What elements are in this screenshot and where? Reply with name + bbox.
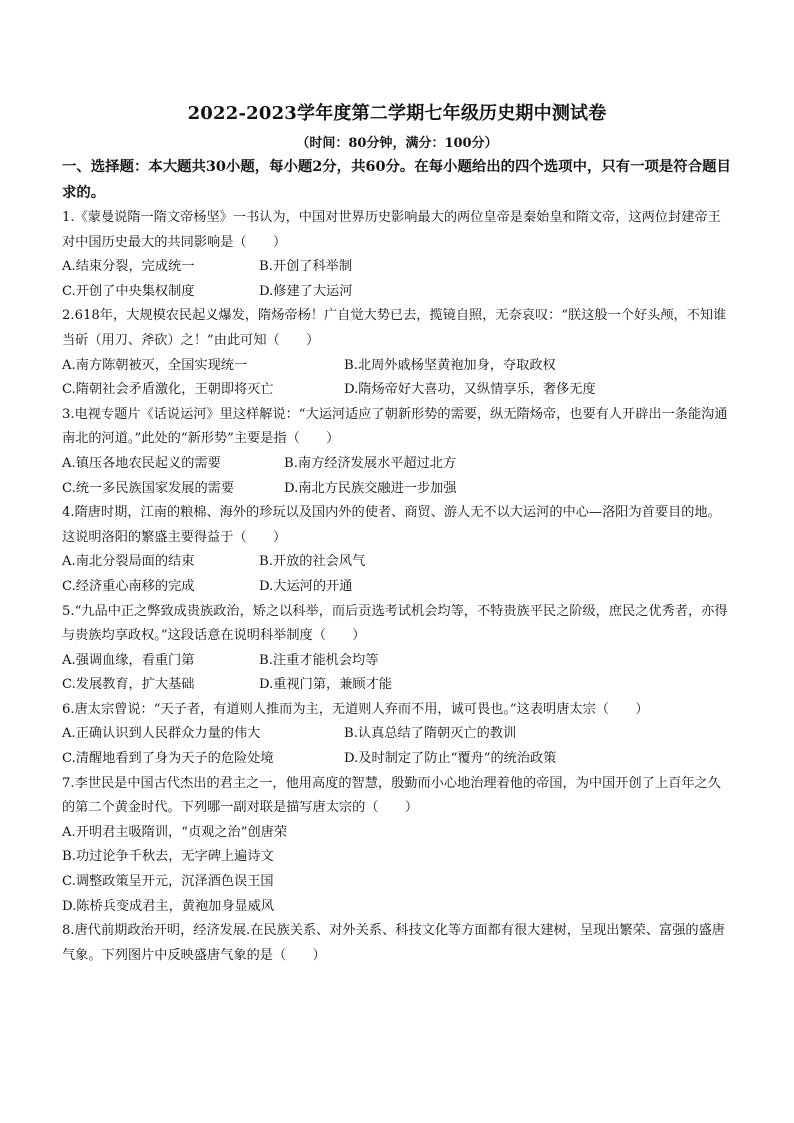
question-stem: 3.电视专题片《话说运河》里这样解说：“大运河适应了朝新形势的需要，纵无隋炀帝，也要有人开辟出一条能沟通南北的河道。”此处的“新形势”主要是指（ ） bbox=[62, 406, 728, 447]
options-row bbox=[62, 477, 732, 502]
option-b: B.认真总结了隋朝灭亡的教训 bbox=[344, 726, 517, 742]
options-row bbox=[62, 722, 732, 747]
question-stem: 1.《蒙曼说隋一隋文帝杨坚》一书认为，中国对世界历史影响最大的两位皇帝是秦始皇和隋文帝，这两位封建帝王对中国历史最大的共同影响是（ ） bbox=[62, 210, 721, 250]
options-row bbox=[62, 747, 732, 772]
question-8 bbox=[62, 919, 732, 968]
section-heading: 一、选择题：本大题共30小题，每小题2分，共60分。在每小题给出的四个选项中，只有一项是符合题目求的。 bbox=[62, 158, 731, 201]
option-a: A.正确认识到人民群众力量的伟大 bbox=[62, 726, 261, 742]
option-a: A.开明君主吸隋训，“贞观之治”创唐荣 bbox=[62, 824, 288, 840]
exam-title: 2022-2023学年度第二学期七年级历史期中测试卷 bbox=[187, 103, 607, 124]
option-c: C.隋朝社会矛盾激化，王朝即将灭亡 bbox=[62, 382, 274, 398]
option-d: D.陈桥兵变成君主，黄袍加身显威风 bbox=[62, 898, 275, 914]
option-c: C.清醒地看到了身为天子的危险处境 bbox=[62, 751, 274, 767]
option-c: C.调整政策呈开元，沉泽酒色误王国 bbox=[62, 874, 274, 890]
options-row bbox=[62, 649, 732, 674]
question-4 bbox=[62, 501, 732, 599]
options-row bbox=[62, 575, 732, 600]
option-d: D.重视门第，兼顾才能 bbox=[259, 677, 392, 693]
option-d: D.及时制定了防止“覆舟”的统治政策 bbox=[344, 751, 557, 767]
option-c: C.发展教育，扩大基础 bbox=[62, 677, 195, 693]
option-a: A.强调血缘，看重门第 bbox=[62, 652, 195, 668]
question-stem: 5.“九品中正之弊致成贵族政治，矫之以科举，而后贡选考试机会均等，不特贵族平民之阶级，庶民之优秀者，亦得与贵族均享政权。”这段话意在说明科举制度（ ） bbox=[62, 603, 728, 644]
question-6 bbox=[62, 698, 732, 772]
option-b: B.注重才能机会均等 bbox=[259, 652, 379, 668]
options-row bbox=[62, 280, 732, 305]
option-b: B.北周外戚杨坚黄袍加身，夺取政权 bbox=[344, 357, 556, 373]
option-a: A.结束分裂，完成统一 bbox=[62, 259, 195, 275]
exam-subtitle: （时间：80分钟，满分：100分） bbox=[296, 136, 498, 151]
option-d: D.南北方民族交融进一步加强 bbox=[284, 480, 457, 496]
options-row bbox=[62, 255, 732, 280]
question-3 bbox=[62, 403, 732, 501]
option-d: D.大运河的开通 bbox=[259, 578, 353, 594]
option-a: A.镇压各地农民起义的需要 bbox=[62, 455, 221, 471]
option-b: B.开放的社会风气 bbox=[259, 554, 366, 570]
option-d: D.隋炀帝好大喜功，又纵情享乐，奢侈无度 bbox=[344, 382, 596, 398]
question-stem: 4.隋唐时期，江南的粮棉、海外的珍玩以及国内外的使者、商贸、游人无不以大运河的中心—洛阳为首要目的地。这说明洛阳的繁盛主要得益于（ ） bbox=[62, 505, 721, 545]
option-b: B.南方经济发展水平超过北方 bbox=[284, 455, 457, 471]
options-row bbox=[62, 673, 732, 698]
exam-content bbox=[62, 154, 732, 968]
question-2 bbox=[62, 304, 732, 402]
question-stem: 6.唐太宗曾说：“天子者，有道则人推而为主，无道则人弃而不用，诚可畏也。”这表明唐太宗（ ） bbox=[62, 701, 649, 717]
options-row bbox=[62, 550, 732, 575]
option-d: D.修建了大运河 bbox=[259, 283, 353, 299]
question-stem: 2.618年，大规模农民起义爆发，隋炀帝杨！广自觉大势已去，揽镜自照，无奈哀叹：“朕这般一个好头颅，不知谁当斫（用刀、斧砍）之！”由此可知（ ） bbox=[62, 308, 727, 348]
option-a: A.南北分裂局面的结束 bbox=[62, 554, 195, 570]
question-7 bbox=[62, 772, 732, 920]
options-row bbox=[62, 354, 732, 379]
question-1 bbox=[62, 206, 732, 304]
question-stem: 7.李世民是中国古代杰出的君主之一，他用高度的智慧，殷勤而小心地治理着他的帝国，为中国开创了上百年之久的第二个黄金时代。下列哪一副对联是描写唐太宗的（ ） bbox=[62, 775, 721, 816]
option-a: A.南方陈朝被灭，全国实现统一 bbox=[62, 357, 248, 373]
options-row bbox=[62, 452, 732, 477]
options-row bbox=[62, 378, 732, 403]
option-c: C.经济重心南移的完成 bbox=[62, 578, 195, 594]
option-b: B.功过论争千秋去，无字碑上遍诗文 bbox=[62, 849, 274, 865]
question-5 bbox=[62, 600, 732, 698]
question-stem: 8.唐代前期政治开明，经济发展.在民族关系、对外关系、科技文化等方面都有很大建树，呈现出繁荣、富强的盛唐气象。下列图片中反映盛唐气象的是（ ） bbox=[62, 923, 725, 963]
option-c: C.统一多民族国家发展的需要 bbox=[62, 480, 235, 496]
option-b: B.开创了科举制 bbox=[259, 259, 353, 275]
option-c: C.开创了中央集权制度 bbox=[62, 283, 195, 299]
